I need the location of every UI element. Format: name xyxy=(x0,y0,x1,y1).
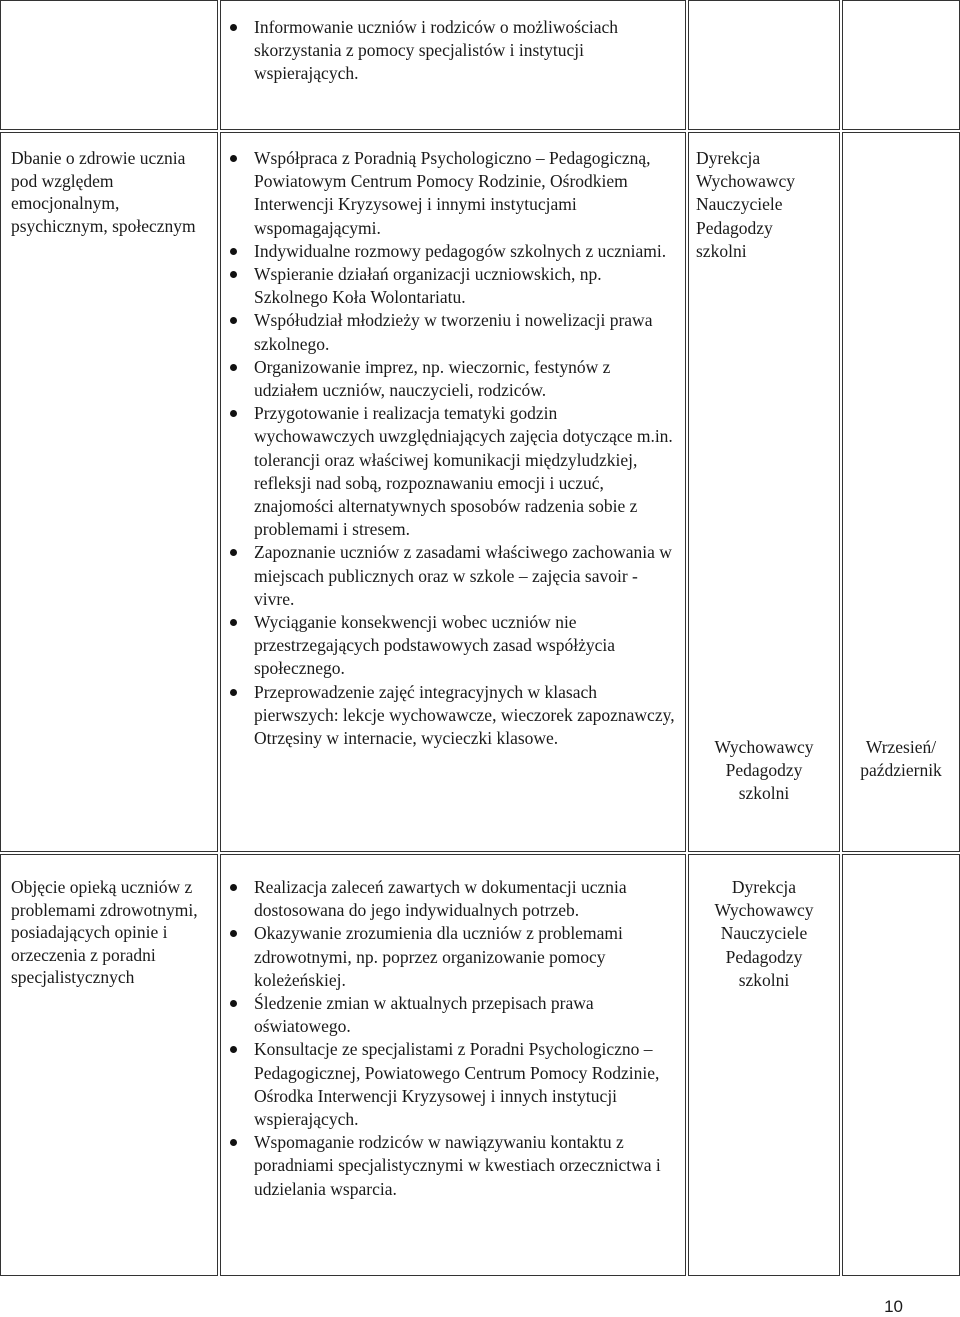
tasks-cell xyxy=(220,0,686,130)
area-text xyxy=(1,1,217,14)
term-text: Wrzesień/ październik xyxy=(860,737,942,781)
task-item: Wyciąganie konsekwencji wobec uczniów nie przestrzegających podstawowych zasad współżycia społecznego. xyxy=(254,611,677,681)
task-item: Konsultacje ze specjalistami z Poradni Psychologiczno – Pedagogicznej, Powiatowego Centrum Pomocy Rodzinie, Ośrodka Interwencji Kryzysowej i innych instytucji wspierających. xyxy=(254,1038,677,1131)
area-cell xyxy=(0,132,218,852)
responsible-cell xyxy=(688,132,840,852)
area-text: Objęcie opieką uczniów z problemami zdrowotnymi, posiadających opinie i orzeczenia z poradni specjalistycznych xyxy=(11,877,198,987)
responsible-list xyxy=(689,855,839,992)
responsible-cell xyxy=(688,0,840,130)
task-item: Indywidualne rozmowy pedagogów szkolnych z uczniami. xyxy=(254,240,677,263)
task-item: Realizacja zaleceń zawartych w dokumentacji ucznia dostosowana do jego indywidualnych potrzeb. xyxy=(254,876,677,922)
responsible-person: Wychowawcy xyxy=(696,171,796,192)
page-number: 10 xyxy=(884,1297,903,1316)
task-item: Zapoznanie uczniów z zasadami właściwego zachowania w miejscach publicznych oraz w szkole – zajęcia savoir - vivre. xyxy=(254,541,677,611)
task-item: Współudział młodzieży w tworzeniu i nowelizacji prawa szkolnego. xyxy=(254,309,677,355)
responsible-person: szkolni xyxy=(738,969,790,990)
responsible-person: Pedagodzy xyxy=(696,217,773,238)
task-item: Informowanie uczniów i rodziców o możliwościach skorzystania z pomocy specjalistów i instytucji wspierających. xyxy=(254,16,677,86)
responsible-list xyxy=(689,133,839,263)
area-cell xyxy=(0,854,218,1276)
tasks-cell xyxy=(220,132,686,852)
task-item: Okazywanie zrozumienia dla uczniów z problemami zdrowotnymi, np. poprzez organizowanie pomocy koleżeńskiej. xyxy=(254,922,677,992)
task-item: Organizowanie imprez, np. wieczornic, festynów z udziałem uczniów, nauczycieli, rodziców. xyxy=(254,356,677,402)
responsible-person: Pedagodzy xyxy=(725,760,803,781)
term-cell xyxy=(842,132,960,852)
responsible-person: Nauczyciele xyxy=(696,194,783,215)
term-cell xyxy=(842,854,960,1276)
responsible-list-secondary xyxy=(689,736,839,806)
responsible-person: szkolni xyxy=(696,240,747,261)
responsible-person: Wychowawcy xyxy=(714,900,814,921)
area-text: Dbanie o zdrowie ucznia pod względem emocjonalnym, psychicznym, społecznym xyxy=(11,148,196,236)
tasks-cell xyxy=(220,854,686,1276)
task-list xyxy=(221,855,685,1201)
responsible-person: Pedagodzy xyxy=(725,946,803,967)
task-item: Wspieranie działań organizacji uczniowskich, np. Szkolnego Koła Wolontariatu. xyxy=(254,263,677,309)
task-list xyxy=(221,1,685,86)
responsible-cell xyxy=(688,854,840,1276)
responsible-person: szkolni xyxy=(738,783,790,804)
responsible-person: Dyrekcja xyxy=(696,148,761,168)
task-item: Współpraca z Poradnią Psychologiczno – Pedagogiczną, Powiatowym Centrum Pomocy Rodzinie, Ośrodkiem Interwencji Kryzysowej i innymi instytucjami wspomagającymi. xyxy=(254,147,677,240)
area-cell xyxy=(0,0,218,130)
task-list xyxy=(221,133,685,750)
responsible-person: Nauczyciele xyxy=(720,923,808,944)
term-cell xyxy=(842,0,960,130)
task-item: Przeprowadzenie zajęć integracyjnych w klasach pierwszych: lekcje wychowawcze, wieczorek zapoznawczy, Otrzęsiny w internacie, wycieczki klasowe. xyxy=(254,681,677,751)
task-item: Śledzenie zmian w aktualnych przepisach prawa oświatowego. xyxy=(254,992,677,1038)
task-item: Wspomaganie rodziców w nawiązywaniu kontaktu z poradniami specjalistycznymi w kwestiach orzecznictwa i udzielania wsparcia. xyxy=(254,1131,677,1201)
responsible-person: Wychowawcy xyxy=(714,737,814,757)
responsible-person: Dyrekcja xyxy=(731,877,797,897)
task-item: Przygotowanie i realizacja tematyki godzin wychowawczych uwzględniających zajęcia dotyczące m.in. tolerancji oraz właściwej komunikacji międzyludzkiej, refleksji nad sobą, rozpoznawaniu emocji i uczuć, znajomości alternatywnych sposobów radzenia sobie z problemami i stresem. xyxy=(254,402,677,541)
